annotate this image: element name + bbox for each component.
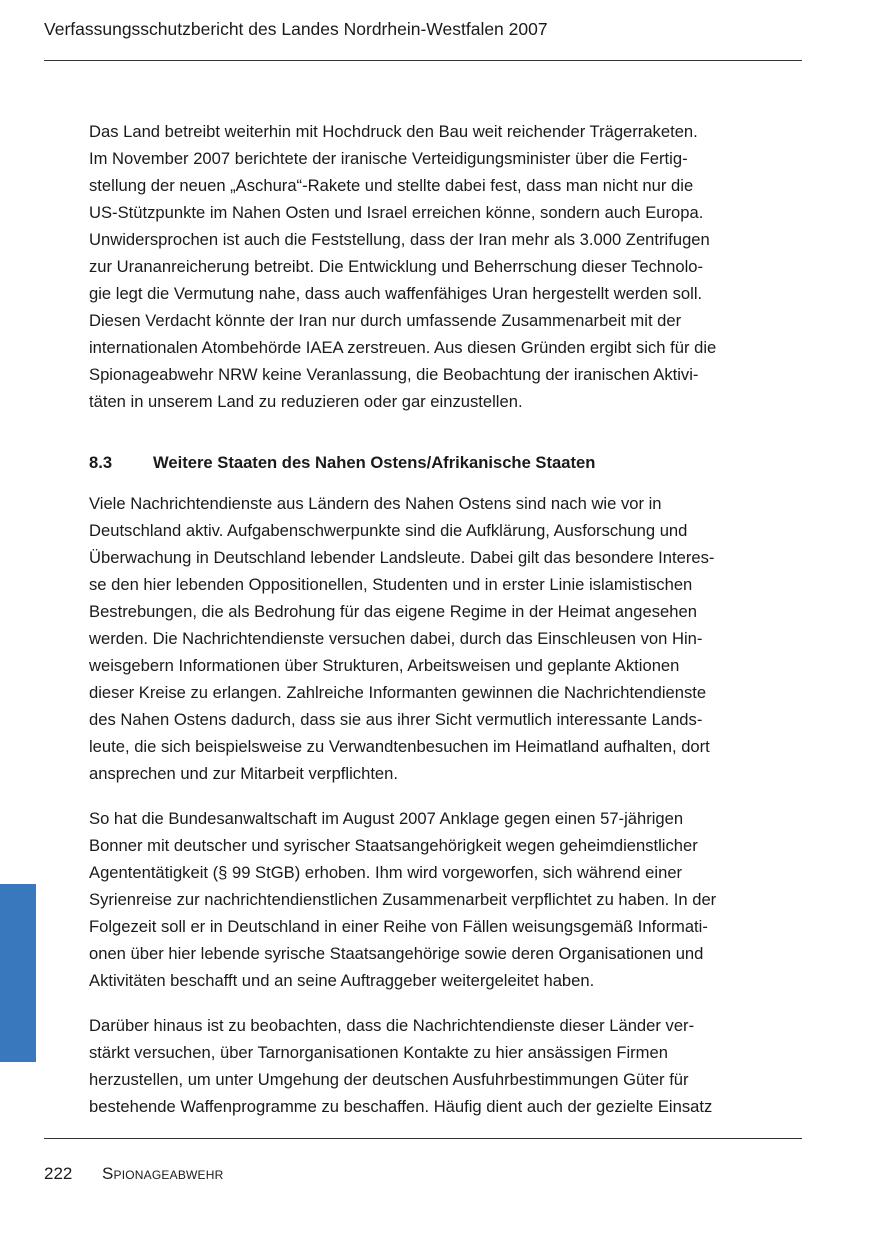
chapter-side-tab bbox=[0, 884, 36, 1062]
paragraph-middle-east-services bbox=[89, 490, 801, 787]
text-line: Bonner mit deutscher und syrischer Staatsangehörigkeit wegen geheimdienstlicher bbox=[89, 836, 698, 855]
text-line: US-Stützpunkte im Nahen Osten und Israel erreichen könne, sondern auch Europa. bbox=[89, 203, 704, 222]
text-line: Syrienreise zur nachrichtendienstlichen Zusammenarbeit verpflichtet zu haben. In der bbox=[89, 890, 717, 909]
text-line: internationalen Atombehörde IAEA zerstreuen. Aus diesen Gründen ergibt sich für die bbox=[89, 338, 717, 357]
text-line: Agententätigkeit (§ 99 StGB) erhoben. Ihm wird vorgeworfen, sich während einer bbox=[89, 863, 683, 882]
text-line: Viele Nachrichtendienste aus Ländern des Nahen Ostens sind nach wie vor in bbox=[89, 494, 662, 513]
text-line: Spionageabwehr NRW keine Veranlassung, die Beobachtung der iranischen Aktivi- bbox=[89, 365, 699, 384]
paragraph-federal-prosecutor-case bbox=[89, 805, 801, 994]
text-line: se den hier lebenden Oppositionellen, Studenten und in erster Linie islamistischen bbox=[89, 575, 693, 594]
text-line: Überwachung in Deutschland lebender Landsleute. Dabei gilt das besondere Interes- bbox=[89, 548, 715, 567]
running-header-title: Verfassungsschutzbericht des Landes Nordrhein-Westfalen 2007 bbox=[44, 19, 548, 39]
page-footer bbox=[44, 1163, 224, 1185]
text-line: leute, die sich beispielsweise zu Verwandtenbesuchen im Heimatland aufhalten, dort bbox=[89, 737, 710, 756]
text-line: täten in unserem Land zu reduzieren oder gar einzustellen. bbox=[89, 392, 523, 411]
footer-section-name: Spionageabwehr bbox=[102, 1164, 224, 1183]
footer-divider bbox=[44, 1138, 802, 1139]
text-line: Aktivitäten beschafft und an seine Auftraggeber weitergeleitet haben. bbox=[89, 971, 595, 990]
text-line: zur Urananreicherung betreibt. Die Entwicklung und Beherrschung dieser Technolo- bbox=[89, 257, 704, 276]
text-line: Diesen Verdacht könnte der Iran nur durch umfassende Zusammenarbeit mit der bbox=[89, 311, 682, 330]
page-body bbox=[89, 118, 801, 1138]
paragraph-front-organisations bbox=[89, 1012, 801, 1120]
text-line: Darüber hinaus ist zu beobachten, dass die Nachrichtendienste dieser Länder ver- bbox=[89, 1016, 695, 1035]
section-title: Weitere Staaten des Nahen Ostens/Afrikanische Staaten bbox=[153, 453, 596, 472]
text-line: stärkt versuchen, über Tarnorganisationen Kontakte zu hier ansässigen Firmen bbox=[89, 1043, 668, 1062]
text-line: Deutschland aktiv. Aufgabenschwerpunkte sind die Aufklärung, Ausforschung und bbox=[89, 521, 688, 540]
text-line: ansprechen und zur Mitarbeit verpflichten. bbox=[89, 764, 398, 783]
section-heading bbox=[89, 449, 801, 476]
paragraph-iran-missiles bbox=[89, 118, 801, 415]
text-line: So hat die Bundesanwaltschaft im August 2007 Anklage gegen einen 57-jährigen bbox=[89, 809, 684, 828]
text-line: des Nahen Ostens dadurch, dass sie aus ihrer Sicht vermutlich interessante Lands- bbox=[89, 710, 703, 729]
text-line: bestehende Waffenprogramme zu beschaffen. Häufig dient auch der gezielte Einsatz bbox=[89, 1097, 713, 1116]
text-line: weisgebern Informationen über Strukturen, Arbeitsweisen und geplante Aktionen bbox=[89, 656, 680, 675]
text-line: Bestrebungen, die als Bedrohung für das eigene Regime in der Heimat angesehen bbox=[89, 602, 697, 621]
text-line: onen über hier lebende syrische Staatsangehörige sowie deren Organisationen und bbox=[89, 944, 704, 963]
text-line: Das Land betreibt weiterhin mit Hochdruck den Bau weit reichender Trägerraketen. bbox=[89, 122, 698, 141]
text-line: werden. Die Nachrichtendienste versuchen dabei, durch das Einschleusen von Hin- bbox=[89, 629, 703, 648]
header-divider bbox=[44, 60, 802, 61]
section-number: 8.3 bbox=[89, 453, 113, 472]
text-line: gie legt die Vermutung nahe, dass auch waffenfähiges Uran hergestellt werden soll. bbox=[89, 284, 703, 303]
page-number: 222 bbox=[44, 1164, 73, 1183]
text-line: herzustellen, um unter Umgehung der deutschen Ausfuhrbestimmungen Güter für bbox=[89, 1070, 689, 1089]
text-line: stellung der neuen „Aschura“-Rakete und stellte dabei fest, dass man nicht nur die bbox=[89, 176, 694, 195]
text-line: Folgezeit soll er in Deutschland in einer Reihe von Fällen weisungsgemäß Informati- bbox=[89, 917, 708, 936]
text-line: Unwidersprochen ist auch die Feststellung, dass der Iran mehr als 3.000 Zentrifugen bbox=[89, 230, 710, 249]
text-line: Im November 2007 berichtete der iranische Verteidigungsminister über die Fertig- bbox=[89, 149, 688, 168]
text-line: dieser Kreise zu erlangen. Zahlreiche Informanten gewinnen die Nachrichtendienste bbox=[89, 683, 707, 702]
